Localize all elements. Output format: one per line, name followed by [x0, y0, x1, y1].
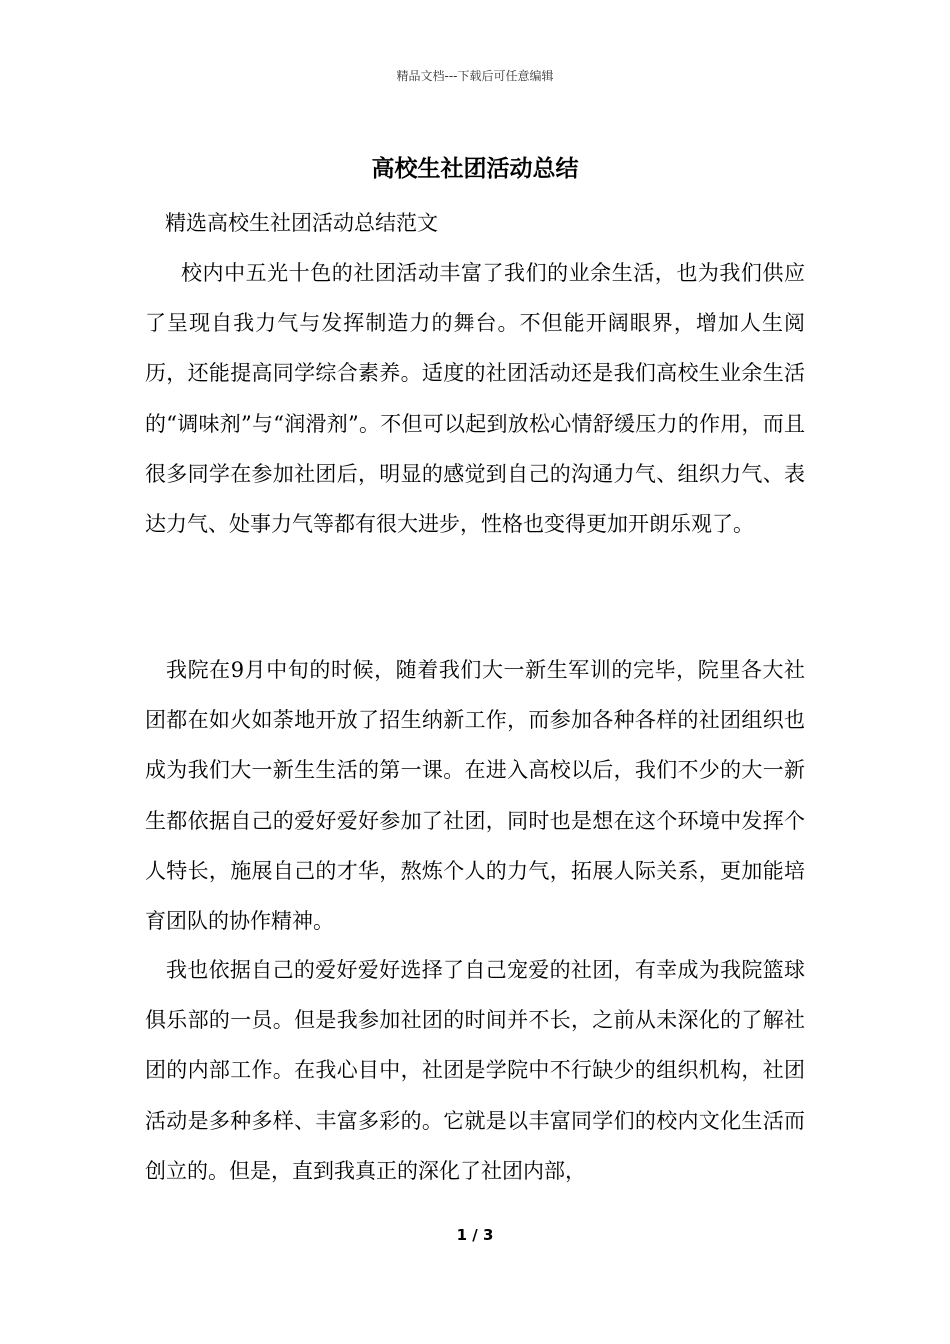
- page-number: 1 / 3: [456, 1226, 494, 1244]
- body-paragraph: 校内中五光十色的社团活动丰富了我们的业余生活，也为我们供应了呈现自我力气与发挥制造力的舞台。不但能开阔眼界，增加人生阅历，还能提高同学综合素养。适度的社团活动还是我们高校生业余生活的“调味剂”与“润滑剂”。不但可以起到放松心情舒缓压力的作用，而且很多同学在参加社团后，明显的感觉到自己的沟通力气、组织力气、表达力气、处事力气等都有很大进步，性格也变得更加开朗乐观了。: [145, 261, 805, 537]
- document-subtitle: 精选高校生社团活动总结范文: [165, 211, 438, 235]
- page-header: 精品文档---下载后可任意编辑: [396, 69, 554, 83]
- body-paragraph: 我院在9月中旬的时候，随着我们大一新生军训的完毕，院里各大社团都在如火如荼地开放了招生纳新工作，而参加各种各样的社团组织也成为我们大一新生生活的第一课。在进入高校以后，我们不少的大一新生都依据自己的爱好爱好参加了社团，同时也是想在这个环境中发挥个人特长，施展自己的才华，熬炼个人的力气，拓展人际关系，更加能培育团队的协作精神。: [145, 658, 805, 934]
- body-paragraph: 我也依据自己的爱好爱好选择了自己宠爱的社团，有幸成为我院篮球俱乐部的一员。但是我参加社团的时间并不长，之前从未深化的了解社团的内部工作。在我心目中，社团是学院中不行缺少的组织机构，社团活动是多种多样、丰富多彩的。它就是以丰富同学们的校内文化生活而创立的。但是，直到我真正的深化了社团内部，: [145, 958, 805, 1183]
- document-title: 高校生社团活动总结: [371, 155, 579, 182]
